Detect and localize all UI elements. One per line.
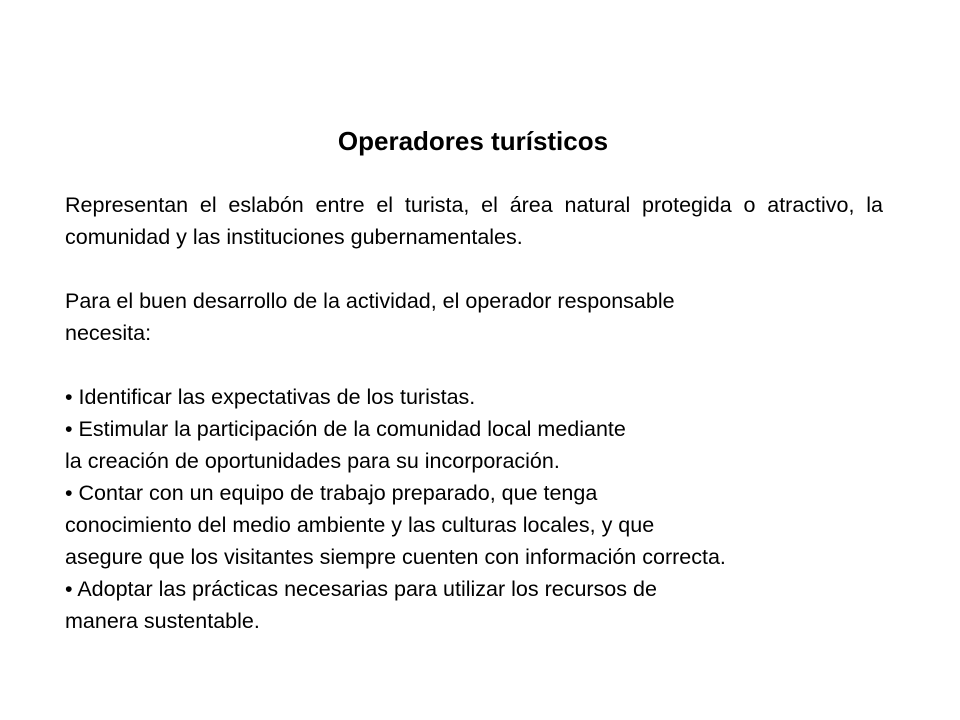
bullet-dot-icon: • — [65, 417, 73, 441]
paragraph-spacer — [65, 349, 883, 381]
intro-paragraph: Representan el eslabón entre el turista, el área natural protegida o atractivo, la comunidad y las instituciones gubernamentales. — [65, 193, 883, 249]
slide-body — [65, 189, 883, 637]
bullet-text: Adoptar las prácticas necesarias para utilizar los recursos de — [77, 577, 657, 601]
lead-line: Para el buen desarrollo de la actividad, el operador responsable — [65, 289, 675, 313]
bullet-text: asegure que los visitantes siempre cuenten con información correcta. — [65, 545, 726, 569]
bullet-text: Identificar las expectativas de los turistas. — [78, 385, 476, 409]
bullet-item — [65, 477, 883, 573]
bullet-item — [65, 381, 883, 413]
bullet-list — [65, 381, 883, 637]
bullet-dot-icon: • — [65, 577, 73, 601]
slide-title: Operadores turísticos — [337, 126, 609, 156]
bullet-item — [65, 413, 883, 477]
paragraph-spacer — [65, 253, 883, 285]
bullet-item — [65, 573, 883, 637]
lead-line: necesita: — [65, 321, 152, 345]
lead-paragraph — [65, 285, 883, 349]
bullet-text: manera sustentable. — [65, 609, 260, 633]
bullet-dot-icon: • — [65, 481, 73, 505]
bullet-text: la creación de oportunidades para su incorporación. — [65, 449, 560, 473]
bullet-dot-icon: • — [65, 385, 73, 409]
bullet-text: Estimular la participación de la comunidad local mediante — [78, 417, 626, 441]
bullet-text: Contar con un equipo de trabajo preparado, que tenga — [78, 481, 598, 505]
bullet-text: conocimiento del medio ambiente y las culturas locales, y que — [65, 513, 655, 537]
